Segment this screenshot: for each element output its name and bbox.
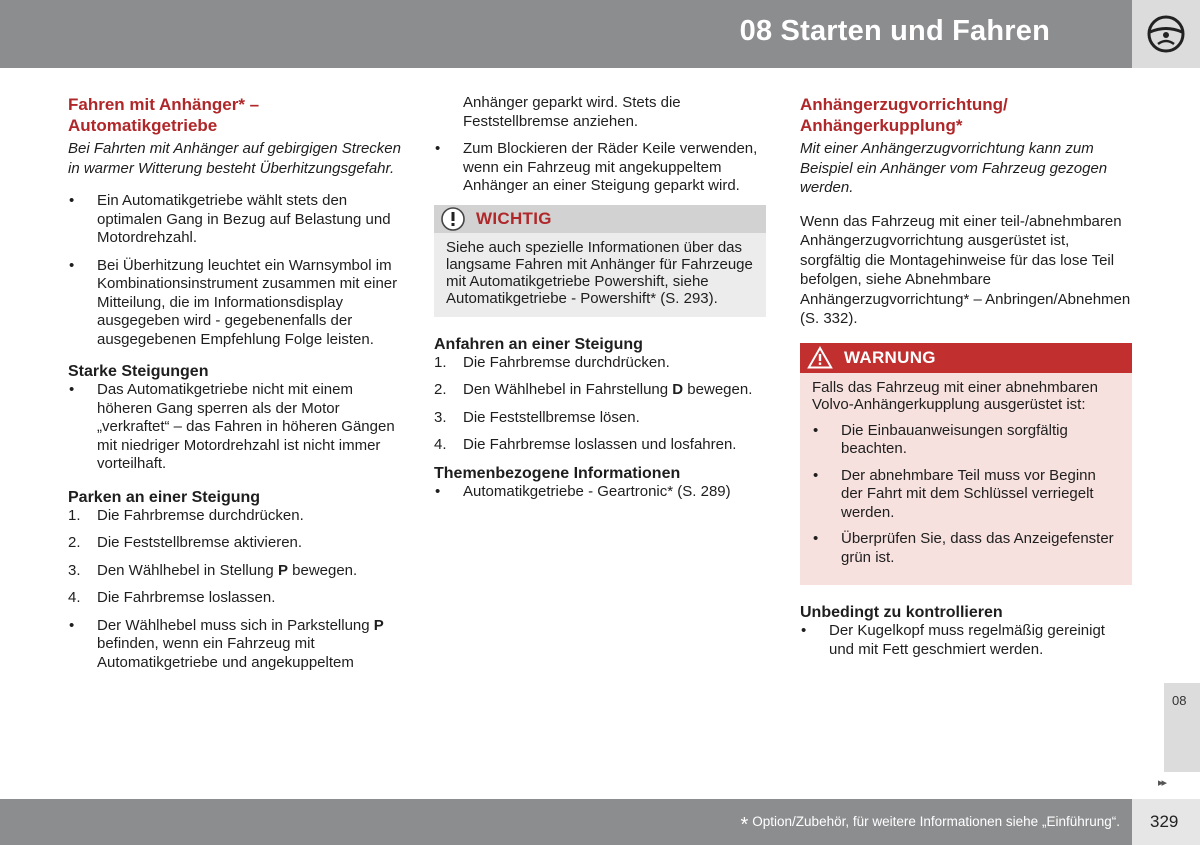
column-right xyxy=(800,94,1132,668)
warning-box xyxy=(800,343,1132,586)
list-item: 2. Den Wählhebel in Fahrstellung D bewegen. xyxy=(434,381,753,398)
chapter-number: 08 xyxy=(1172,693,1187,708)
list-item: 4. Die Fahrbremse loslassen und losfahren. xyxy=(434,436,737,453)
warning-bullet-list xyxy=(812,422,1120,568)
section-intro: Bei Fahrten mit Anhänger auf gebirgigen Strecken in warmer Witterung besteht Überhitzungsgefahr. xyxy=(68,140,401,177)
subheading-steep: Starke Steigungen xyxy=(68,363,209,380)
bullet-list xyxy=(800,622,1132,659)
list-item: 3. Den Wählhebel in Stellung P bewegen. xyxy=(68,561,358,579)
important-label: WICHTIG xyxy=(476,208,552,228)
paragraph: Wenn das Fahrzeug mit einer teil-/abnehmbaren Anhängerzugvorrichtung ausgerüstet ist, sorgfältig die Montagehinweise für das lose Teil befolgen, siehe Abnehmbare Anhängerzugvorrichtung* – Anbringen/Abnehmen (S. 332). xyxy=(800,212,1131,327)
bullet-list xyxy=(68,192,408,349)
list-item: • Das Automatikgetriebe nicht mit einem höheren Gang sperren als der Motor „verkraftet“ – das Fahren in höheren Gängen mit niedriger Motordrehzahl ist nicht immer vorteilhaft. xyxy=(68,381,408,474)
page-header xyxy=(0,0,1132,68)
related-link[interactable]: • Automatikgetriebe - Geartronic* (S. 289) xyxy=(434,483,766,502)
subheading-parking: Parken an einer Steigung xyxy=(68,488,261,506)
bullet-list xyxy=(434,483,766,502)
footnote-star: * xyxy=(740,814,749,836)
numbered-list-parking xyxy=(68,507,408,608)
warning-box-header xyxy=(800,343,1132,373)
list-item: • Der abnehmbare Teil muss vor Beginn der Fahrt mit dem Schlüssel verriegelt werden. xyxy=(812,467,1120,523)
warning-label: WARNUNG xyxy=(844,347,936,367)
subheading-uphill: Anfahren an einer Steigung xyxy=(434,335,643,353)
footer-note: * Option/Zubehör, für weitere Informationen siehe „Einführung“. xyxy=(740,814,1120,836)
warning-body xyxy=(800,373,1132,586)
important-icon xyxy=(440,206,466,232)
important-box xyxy=(434,205,766,317)
bullet-list-continued xyxy=(434,94,766,196)
section-heading-trailer-automatic: Fahren mit Anhänger* – Automatikgetriebe xyxy=(68,95,260,135)
bullet-list xyxy=(68,381,408,474)
numbered-list-uphill xyxy=(434,354,766,455)
list-item: • Der Wählhebel muss sich in Parkstellung P befinden, wenn ein Fahrzeug mit Automatikgetriebe und angekuppeltem xyxy=(68,617,408,673)
warning-text: Falls das Fahrzeug mit einer abnehmbaren Volvo-Anhängerkupplung ausgerüstet ist: xyxy=(812,378,1098,413)
steering-wheel-icon xyxy=(1146,14,1186,54)
page-footer xyxy=(0,799,1132,845)
list-item-continued: Anhänger geparkt wird. Stets die Feststellbremse anziehen. xyxy=(463,94,681,130)
list-item: • Überprüfen Sie, dass das Anzeigefenster grün ist. xyxy=(812,530,1120,567)
list-item: • Zum Blockieren der Räder Keile verwenden, wenn ein Fahrzeug mit angekuppeltem Anhänger an einer Steigung geparkt wird. xyxy=(434,140,766,196)
chapter-side-tab[interactable] xyxy=(1164,683,1200,772)
list-item: 2. Die Feststellbremse aktivieren. xyxy=(68,534,303,551)
bullet-list xyxy=(68,617,408,673)
column-middle xyxy=(434,94,766,510)
section-heading-towbar: Anhängerzugvorrichtung/ Anhängerkupplung* xyxy=(800,95,1008,135)
next-page-arrows-icon[interactable]: ▸▸ xyxy=(1158,777,1166,789)
section-intro: Mit einer Anhängerzugvorrichtung kann zum Beispiel ein Anhänger vom Fahrzeug gezogen werden. xyxy=(800,140,1108,196)
list-item: 4. Die Fahrbremse loslassen. xyxy=(68,589,276,606)
page-number: 329 xyxy=(1132,799,1200,845)
list-item: • Die Einbauanweisungen sorgfältig beachten. xyxy=(812,422,1120,459)
warning-triangle-icon xyxy=(806,345,834,371)
chapter-icon-box xyxy=(1132,0,1200,68)
subheading-check: Unbedingt zu kontrollieren xyxy=(800,604,1003,621)
list-item: 3. Die Feststellbremse lösen. xyxy=(434,408,640,426)
list-item: • Bei Überhitzung leuchtet ein Warnsymbol im Kombinationsinstrument zusammen mit einer Mitteilung, die im Informationsdisplay ausgegeben wird - gegebenenfalls der ausgegebenen Empfehlung Folge leisten. xyxy=(68,257,408,350)
list-item: • Ein Automatikgetriebe wählt stets den optimalen Gang in Bezug auf Belastung und Motordrehzahl. xyxy=(68,192,408,248)
column-left xyxy=(68,94,408,681)
list-item: 1. Die Fahrbremse durchdrücken. xyxy=(434,353,670,371)
important-box-header xyxy=(434,205,766,233)
important-text: Siehe auch spezielle Informationen über das langsame Fahren mit Anhänger für Fahrzeuge mit Automatikgetriebe Powershift, siehe Automatikgetriebe - Powershift* (S. 293). xyxy=(434,233,766,317)
list-item: • Der Kugelkopf muss regelmäßig gereinigt und mit Fett geschmiert werden. xyxy=(800,622,1132,659)
subheading-related: Themenbezogene Informationen xyxy=(434,464,681,482)
chapter-title: 08 Starten und Fahren xyxy=(739,15,1050,47)
list-item: 1. Die Fahrbremse durchdrücken. xyxy=(68,506,304,524)
